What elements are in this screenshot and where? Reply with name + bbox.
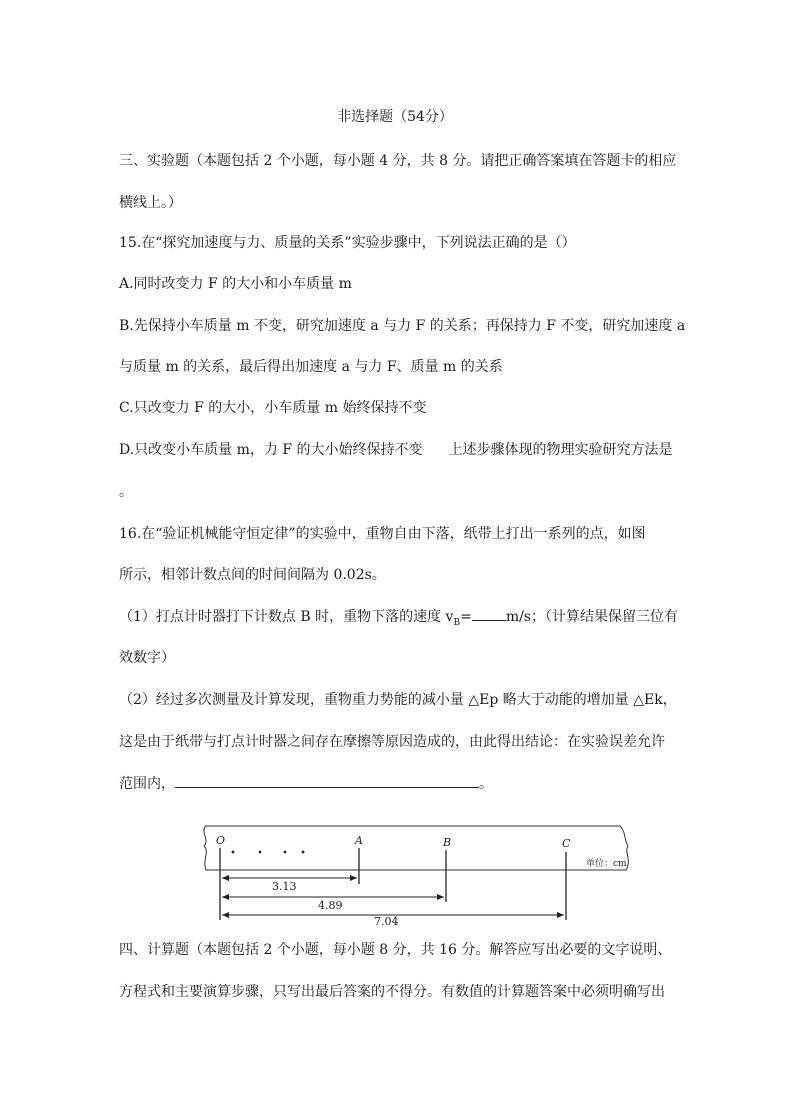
distance-label-ob: 4.89 xyxy=(318,899,343,912)
paper-tape-figure xyxy=(198,822,632,926)
q16-part2-row3 xyxy=(119,773,672,794)
distance-label-oa: 3.13 xyxy=(272,880,297,893)
distance-label-oc: 7.04 xyxy=(374,915,399,926)
point-label-a: A xyxy=(355,834,363,847)
arrowhead xyxy=(222,875,229,881)
q16-part1-suffix: m/s；（计算结果保留三位有 xyxy=(505,609,679,625)
q16-part2-end: 。 xyxy=(479,776,493,792)
q15-followup: 上述步骤体现的物理实验研究方法是 xyxy=(448,442,673,458)
q15-option-d-row xyxy=(119,440,672,460)
q15-option-b-line1: B.先保持小车质量 m 不变，研究加速度 a 与力 F 的关系；再保持力 F 不变，研究加速度 a xyxy=(119,318,686,334)
point-label-c: C xyxy=(562,837,571,850)
q15-end-mark: 。 xyxy=(119,484,133,500)
arrowhead xyxy=(350,875,357,881)
unit-label: 单位：cm xyxy=(586,859,627,869)
q15-option-c: C.只改变力 F 的大小，小车质量 m 始终保持不变 xyxy=(119,400,427,416)
point-label-b: B xyxy=(443,836,452,849)
section4-line2: 方程式和主要演算步骤，只写出最后答案的不得分。有数值的计算题答案中必须明确写出 xyxy=(119,984,665,1000)
section-title: 非选择题（54分） xyxy=(337,109,453,125)
q16-part2-answer-blank[interactable] xyxy=(175,773,479,788)
q16-part1-line2: 效数字） xyxy=(119,650,175,666)
arrowhead xyxy=(222,912,229,918)
q16-stem-line2: 所示，相邻计数点间的时间间隔为 0.02s。 xyxy=(119,567,386,583)
q16-part2-line1: （2）经过多次测量及计算发现，重物重力势能的减小量 △Ep 略大于动能的增加量 △Ek， xyxy=(119,692,677,708)
tape-dot xyxy=(302,851,305,854)
q15-option-b-line2: 与质量 m 的关系，最后得出加速度 a 与力 F、质量 m 的关系 xyxy=(119,359,503,375)
q16-part1-row xyxy=(119,606,679,633)
tape-dot xyxy=(232,851,235,854)
section4-line1: 四、计算题（本题包括 2 个小题，每小题 8 分，共 16 分。解答应写出必要的文字说明、 xyxy=(119,942,672,958)
section3-line2: 横线上。） xyxy=(119,195,182,211)
q16-part1-subscript: B xyxy=(453,617,461,628)
tape-dot xyxy=(284,851,287,854)
tape-dot xyxy=(259,851,262,854)
section3-line1: 三、实验题（本题包括 2 个小题，每小题 4 分，共 8 分。请把正确答案填在答题卡的相应 xyxy=(119,153,677,169)
q16-part1-prefix: （1）打点计时器打下计数点 B 时，重物下落的速度 v xyxy=(119,609,454,625)
point-label-o: O xyxy=(216,834,226,847)
q15-option-d: D.只改变小车质量 m，力 F 的大小始终保持不变 xyxy=(119,442,423,458)
q16-part1-answer-blank[interactable] xyxy=(472,606,506,621)
arrowhead xyxy=(222,894,229,900)
q16-part2-line2: 这是由于纸带与打点计时器之间存在摩擦等原因造成的，由此得出结论：在实验误差允许 xyxy=(119,734,665,750)
q16-stem-line1: 16.在“验证机械能守恒定律”的实验中，重物自由下落，纸带上打出一系列的点，如图 xyxy=(119,526,646,542)
q15-option-a: A.同时改变力 F 的大小和小车质量 m xyxy=(119,276,352,292)
q15-stem: 15.在“探究加速度与力、质量的关系”实验步骤中，下列说法正确的是（） xyxy=(119,235,576,251)
arrowhead xyxy=(557,912,564,918)
q16-part1-equals: = xyxy=(460,609,472,625)
arrowhead xyxy=(437,894,444,900)
q16-part2-prefix: 范围内， xyxy=(119,776,175,792)
